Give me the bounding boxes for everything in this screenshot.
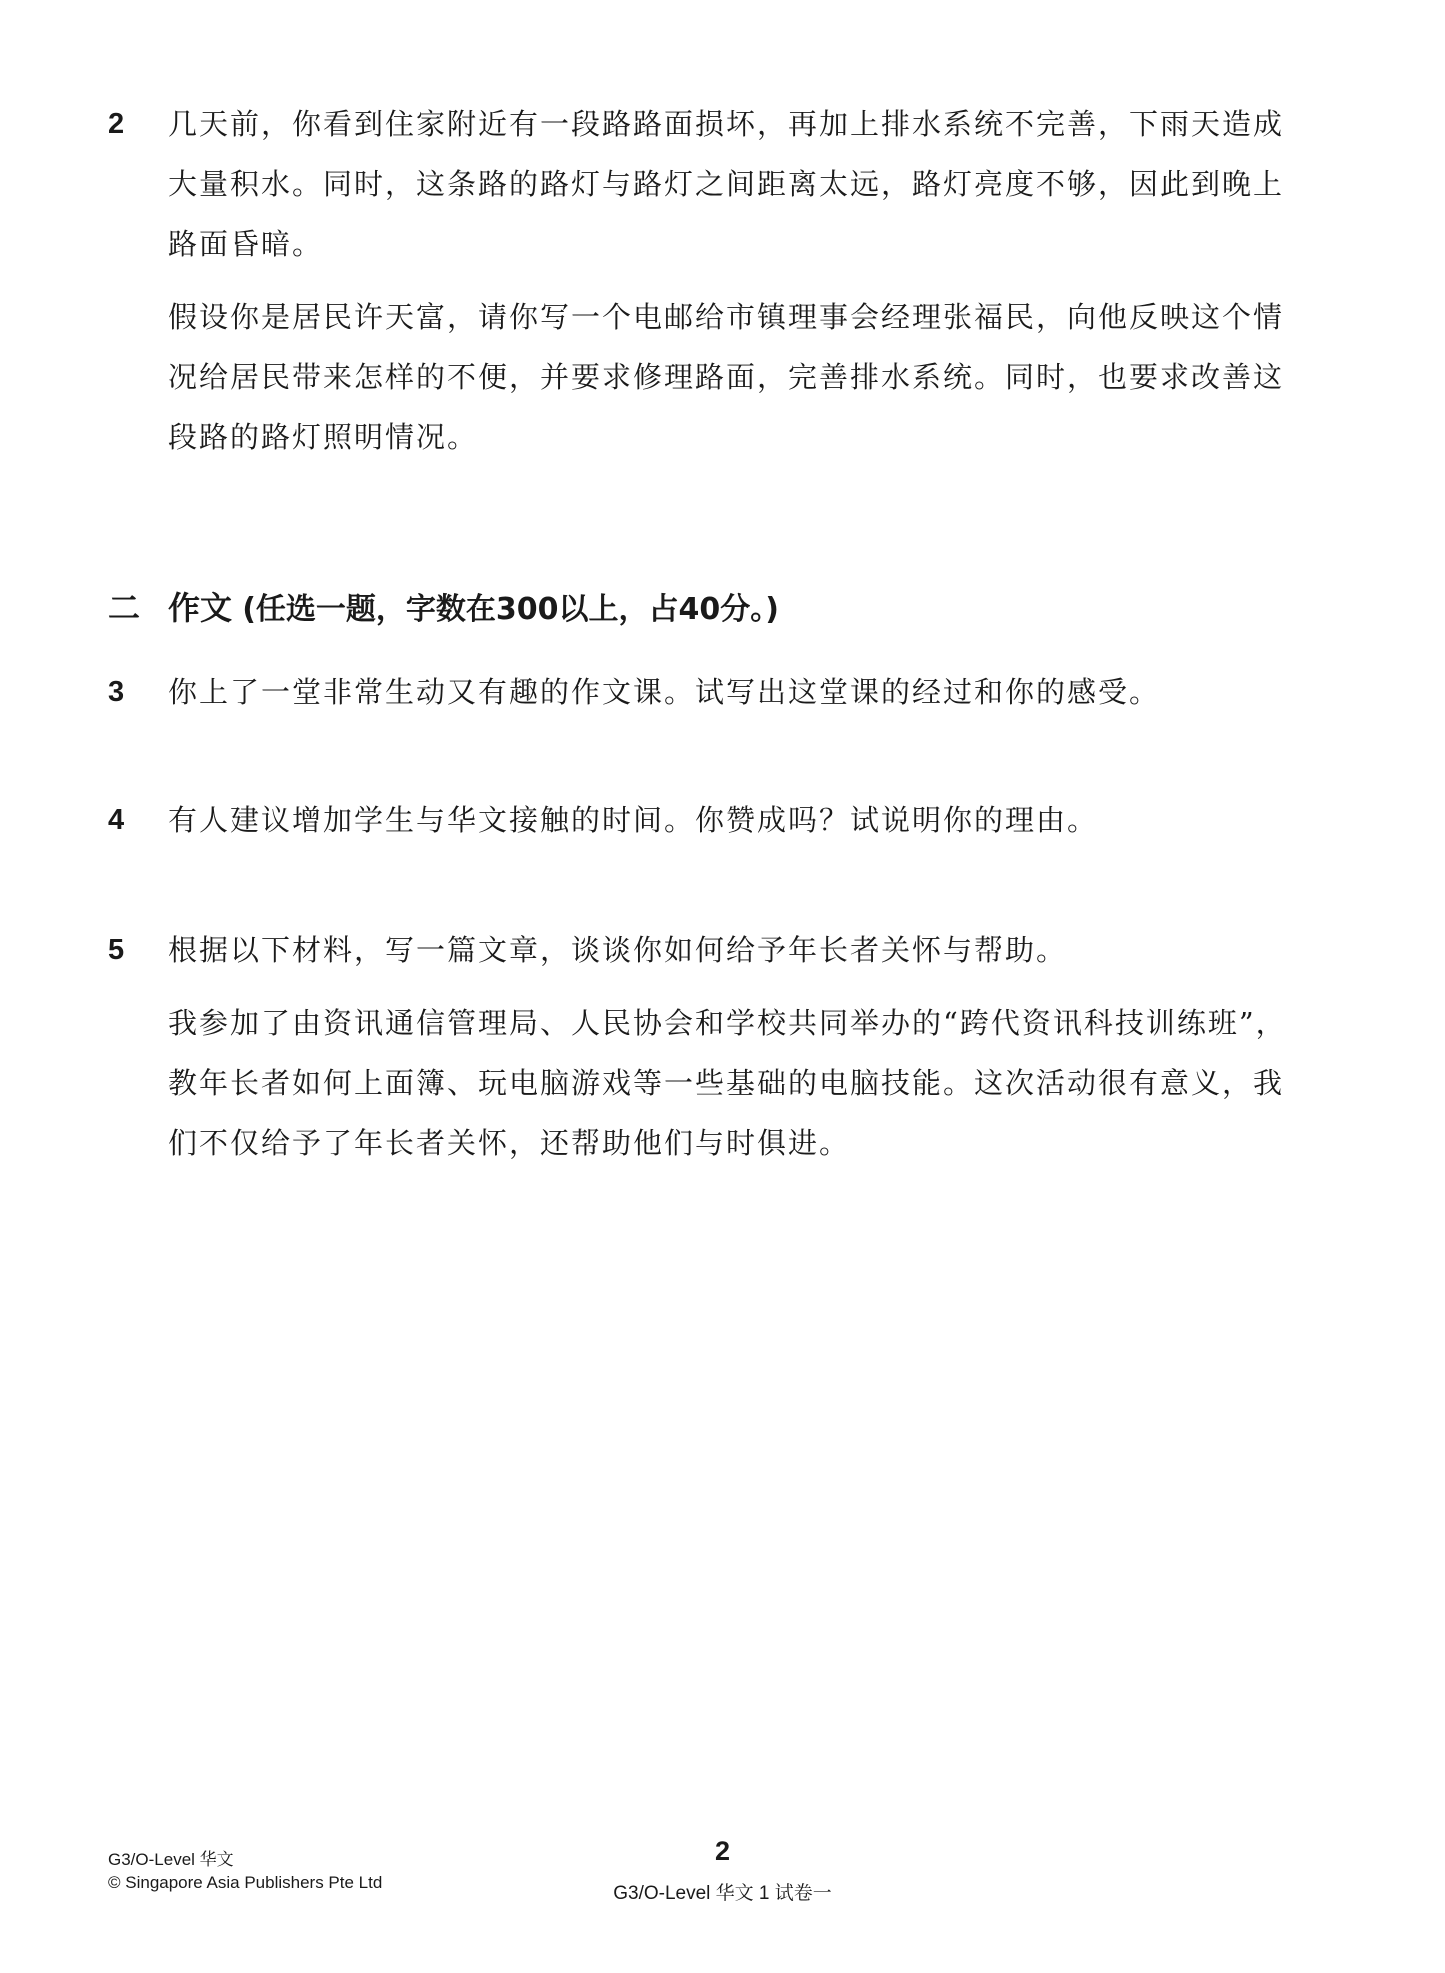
question-number: 3 (108, 676, 125, 708)
paper-label: G3/O-Level 华文 1 试卷一 (613, 1883, 832, 1904)
question-number: 5 (108, 934, 125, 966)
question-paragraph: 我参加了由资讯通信管理局、人民协会和学校共同举办的“跨代资讯科技训练班”，教年长者如何上面簿、玩电脑游戏等一些基础的电脑技能。这次活动很有意义，我们不仅给予了年长者关怀，还帮助他们与时俱进。 (168, 1006, 1287, 1160)
question-5 (108, 920, 1338, 1173)
question-paragraph: 几天前，你看到住家附近有一段路路面损坏，再加上排水系统不完善，下雨天造成大量积水。同时，这条路的路灯与路灯之间距离太远，路灯亮度不够，因此到晚上路面昏暗。 (168, 107, 1285, 261)
question-paragraph: 根据以下材料，写一篇文章，谈谈你如何给予年长者关怀与帮助。 (168, 933, 1068, 967)
question-paragraph: 你上了一堂非常生动又有趣的作文课。试写出这堂课的经过和你的感受。 (168, 675, 1161, 709)
question-number: 4 (108, 804, 125, 836)
question-3 (108, 662, 1338, 722)
section-number: 二 (108, 589, 141, 627)
question-2 (108, 94, 1338, 467)
page-number: 2 (714, 1836, 731, 1866)
section-heading (108, 578, 779, 640)
question-4 (108, 790, 1338, 850)
footer-copyright: © Singapore Asia Publishers Pte Ltd (108, 1873, 383, 1892)
question-paragraph: 假设你是居民许天富，请你写一个电邮给市镇理事会经理张福民，向他反映这个情况给居民带来怎样的不便，并要求修理路面，完善排水系统。同时，也要求改善这段路的路灯照明情况。 (168, 300, 1285, 454)
section-instructions: (任选一题，字数在300以上，占40分。) (242, 592, 779, 627)
question-paragraph: 有人建议增加学生与华文接触的时间。你赞成吗？试说明你的理由。 (168, 803, 1099, 837)
section-title: 作文 (168, 589, 233, 627)
footer-book-title: G3/O-Level 华文 (108, 1850, 234, 1869)
question-number: 2 (108, 108, 125, 140)
